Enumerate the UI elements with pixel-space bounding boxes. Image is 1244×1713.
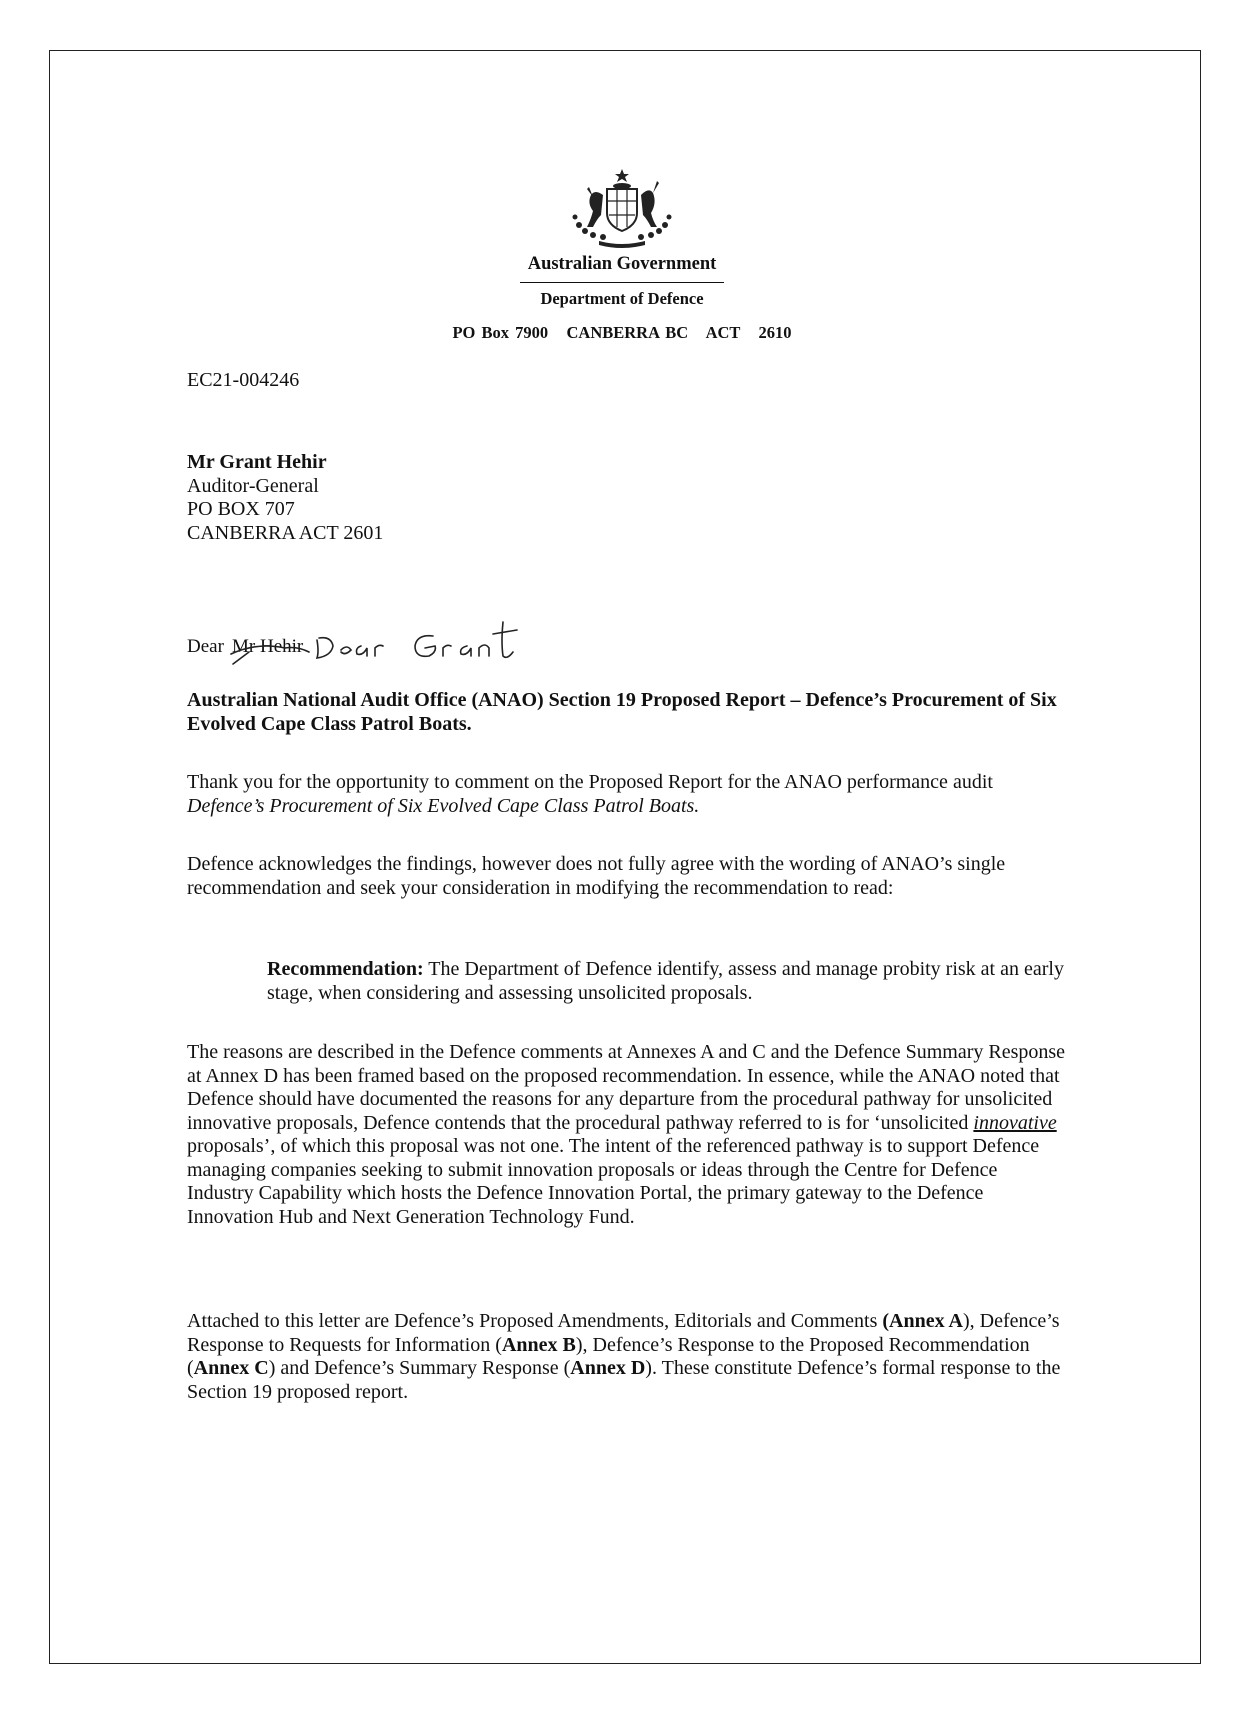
paragraph-reasons-text-2: proposals’, of which this proposal was not one. The intent of the referenced pathway is to support Defence managing companies seeking to submit innovation proposals or ideas through the Centre for Defence Industry Capability which hosts the Defence Innovation Portal, the primary gateway to the Defence Innovation Hub and Next Generation Technology Fund. <box>187 1135 1040 1228</box>
paragraph-reasons-text-1: The reasons are described in the Defence comments at Annexes A and C and the Defence Summary Response at Annex D has been framed based on the proposed recommendation. In essence, while the ANAO noted that Defence should have documented the reasons for any departure from the procedural pathway for unsolicited innovative proposals, Defence contends that the procedural pathway referred to is for ‘unsolicited <box>187 1041 1066 1134</box>
annex-b-label: Annex B <box>501 1333 576 1356</box>
attachments-text-5: ). These constitute Defence’s formal response to the Section 19 proposed report. <box>187 1357 1061 1403</box>
salutation <box>187 612 547 672</box>
audit-title: Defence’s Procurement of Six Evolved Cape Class Patrol Boats. <box>187 794 700 817</box>
paragraph-acknowledgement: Defence acknowledges the findings, however does not fully agree with the wording of ANAO’s single recommendation and seek your consideration in modifying the recommendation to read: <box>187 853 1006 899</box>
annex-d-label: Annex D <box>570 1357 646 1379</box>
letter-subject: Australian National Audit Office (ANAO) Section 19 Proposed Report – Defence’s Procurement of Six Evolved Cape Class Patrol Boats. <box>187 689 1057 735</box>
recommendation-text: The Department of Defence identify, assess and manage probity risk at an early stage, when considering and assessing unsolicited proposals. <box>267 958 1064 1004</box>
paragraph-reasons-emphasis: innovative <box>973 1111 1057 1134</box>
recipient-name: Mr Grant Hehir <box>187 451 327 473</box>
recommendation-block <box>267 958 1067 1005</box>
department-name: Department of Defence <box>540 289 704 308</box>
reference-number: EC21-004246 <box>187 369 300 391</box>
attachments-text-1: Attached to this letter are Defence’s Proposed Amendments, Editorials and Comments <box>187 1310 883 1332</box>
coat-of-arms-icon <box>569 167 675 249</box>
salutation-struck-name: Mr Hehir <box>232 636 304 657</box>
attachments-text-3: ), Defence’s Response to the Proposed Recommendation ( <box>187 1333 1030 1379</box>
recipient-address-1: PO BOX 707 <box>187 498 295 520</box>
paragraph-attachments <box>187 1310 1067 1404</box>
attachments-text-4: ) and Defence’s Summary Response ( <box>268 1357 571 1379</box>
paragraph-opening <box>187 771 1067 818</box>
annex-a-label: (Annex A <box>882 1310 963 1332</box>
recommendation-label: Recommendation: <box>267 958 424 980</box>
recipient-block <box>187 451 383 545</box>
attachments-text-2: ), Defence’s Response to Requests for Information ( <box>187 1310 1060 1356</box>
department-address: PO Box 7900 CANBERRA BC ACT 2610 <box>452 323 792 342</box>
letterhead-divider <box>520 282 724 283</box>
annex-c-label: Annex C <box>193 1357 269 1379</box>
paragraph-opening-text: Thank you for the opportunity to comment on the Proposed Report for the ANAO performance audit <box>187 771 993 793</box>
recipient-address-2: CANBERRA ACT 2601 <box>187 521 384 544</box>
paragraph-reasons <box>187 1041 1067 1229</box>
recipient-title: Auditor-General <box>187 474 319 497</box>
handwritten-salutation-icon <box>227 612 547 672</box>
salutation-dear: Dear <box>187 636 224 657</box>
government-name: Australian Government <box>527 254 717 274</box>
